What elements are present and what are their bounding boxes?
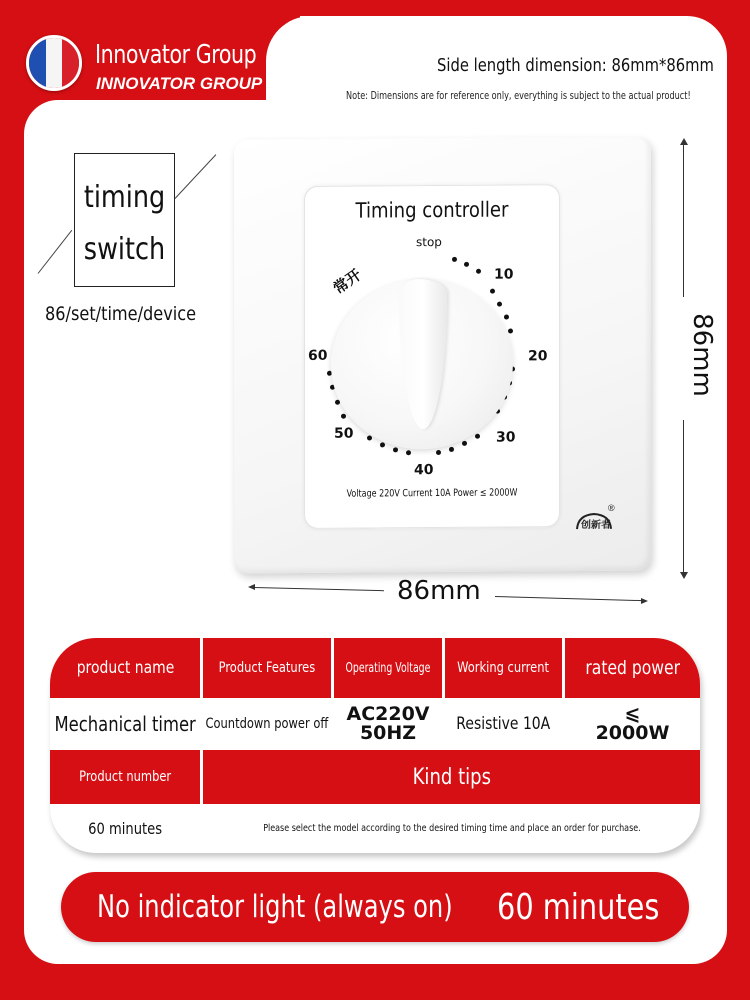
dial-label-stop: stop <box>416 235 442 250</box>
dial-tick <box>462 441 467 446</box>
dial-label-60: 60 <box>308 347 328 364</box>
dial-tick <box>452 257 457 262</box>
dial-label-20: 20 <box>528 348 548 365</box>
value-rated-power: ⩽ 2000W <box>562 698 700 750</box>
header-kind-tips: Kind tips <box>200 750 700 804</box>
height-dimension-label: 86mm <box>687 313 717 397</box>
dial-tick <box>341 414 346 419</box>
dial-tick <box>436 450 441 455</box>
value-product-name: Mechanical timer <box>54 712 196 736</box>
arrow-right-icon <box>641 598 648 604</box>
dial-tick <box>449 447 454 452</box>
dial-tick <box>380 442 385 447</box>
faceplate-title: Timing controller <box>355 197 509 223</box>
dial-tick <box>476 269 481 274</box>
label-line-switch: switch <box>83 232 166 267</box>
value-working-current: Resistive 10A <box>442 698 562 750</box>
header-operating-voltage: Operating Voltage <box>331 638 442 698</box>
dial-tick <box>393 447 398 452</box>
arrow-up-icon <box>680 138 688 145</box>
dial-tick <box>508 329 513 334</box>
logo-text: 创新者 <box>581 519 611 532</box>
dial-tick <box>490 289 495 294</box>
timer-wall-plate <box>234 137 651 574</box>
header-rated-power: rated power <box>562 638 700 698</box>
dial-label-10: 10 <box>494 266 514 283</box>
dial-tick <box>497 302 502 307</box>
promo-text-duration: 60 minutes <box>497 886 660 928</box>
dimension-line <box>683 420 684 575</box>
label-line-timing: timing <box>83 180 166 215</box>
flag-stripe-blue <box>29 38 46 88</box>
timer-knob[interactable] <box>331 279 516 450</box>
promo-text-indicator: No indicator light (always on) <box>97 889 453 925</box>
flag-stripe-white <box>46 38 63 88</box>
header-product-number: Product number <box>50 750 200 804</box>
dial-tick <box>367 435 372 440</box>
card-header-tab <box>300 16 727 146</box>
brand-name: Innovator Group <box>95 40 257 70</box>
arrow-down-icon <box>680 572 688 579</box>
dimension-note: Note: Dimensions are for reference only, everything is subject to the actual product! <box>346 89 691 102</box>
dial-tick <box>504 315 509 320</box>
dial-label-50: 50 <box>334 425 354 442</box>
product-type-label-box <box>74 153 175 287</box>
header-product-name: product name <box>50 638 200 698</box>
dial-tick <box>475 434 480 439</box>
dimension-line <box>683 142 684 297</box>
product-caption: 86/set/time/device <box>45 303 197 325</box>
brand-logo-icon <box>574 502 615 533</box>
table-header-row <box>50 638 700 698</box>
dial-label-40: 40 <box>414 462 434 479</box>
knob-grip[interactable] <box>399 279 447 429</box>
width-dimension-label: 86mm <box>397 576 481 606</box>
promo-banner <box>61 872 689 942</box>
header-working-current: Working current <box>442 638 562 698</box>
value-kind-tip: Please select the model according to the desired timing time and place an order for purchase. <box>200 804 700 853</box>
spec-table <box>50 638 700 853</box>
brand-subtitle: INNOVATOR GROUP <box>96 74 263 93</box>
flag-stripe-red <box>62 38 79 88</box>
value-operating-voltage: AC220V 50HZ <box>331 698 442 750</box>
registered-mark: ® <box>608 502 615 513</box>
france-flag-icon <box>26 35 82 91</box>
dial-tick <box>406 450 411 455</box>
table-header-row <box>50 750 700 804</box>
table-row <box>50 804 700 853</box>
header-product-features: Product Features <box>200 638 331 698</box>
timer-faceplate <box>304 184 560 529</box>
dimension-title: Side length dimension: 86mm*86mm <box>437 55 714 76</box>
dial-label-30: 30 <box>496 429 516 446</box>
table-row <box>50 698 700 750</box>
dial-area <box>304 184 560 529</box>
dial-label-always-on: 常开 <box>329 265 365 298</box>
value-product-features: Countdown power off <box>200 698 331 750</box>
value-product-number: 60 minutes <box>88 819 162 838</box>
faceplate-spec-line: Voltage 220V Current 10A Power ≤ 2000W <box>346 487 518 500</box>
dial-tick <box>464 262 469 267</box>
